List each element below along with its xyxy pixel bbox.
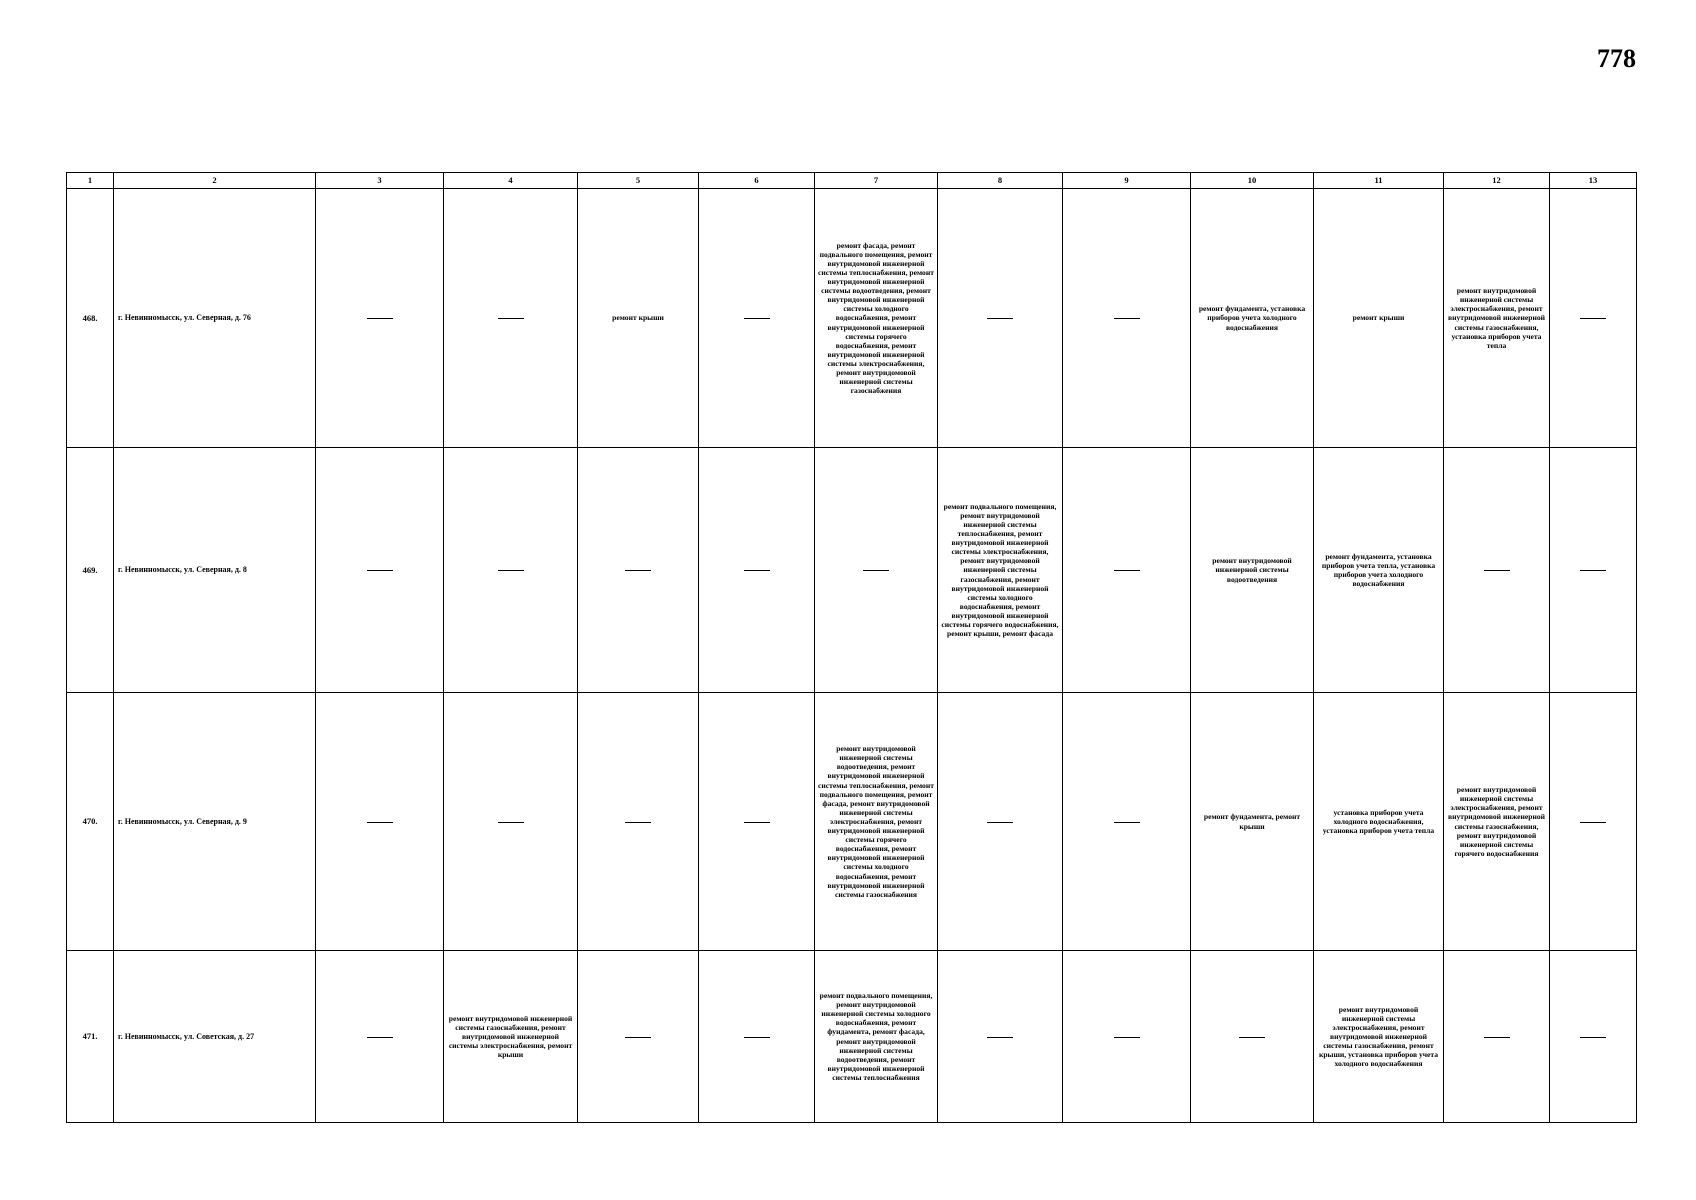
address-cell: г. Невинномысск, ул. Северная, д. 9 [114, 693, 316, 951]
work-cell [444, 448, 578, 693]
row-number: 470. [67, 693, 114, 951]
dash-mark [744, 318, 770, 319]
work-cell [699, 448, 815, 693]
work-cell [316, 693, 444, 951]
column-header: 3 [316, 173, 444, 189]
work-cell [578, 448, 699, 693]
work-cell: ремонт внутридомовой инженерной системы электроснабжения, ремонт внутридомовой инженерной системы газоснабжения, ремонт внутридомовой инженерной системы горячего водоснабжения [1444, 693, 1550, 951]
address-cell: г. Невинномысск, ул. Северная, д. 8 [114, 448, 316, 693]
work-cell: ремонт фасада, ремонт подвального помещения, ремонт внутридомовой инженерной системы теплоснабжения, ремонт внутридомовой инженерной системы водоотведения, ремонт внутридомовой инженерной системы холодного водоснабжения, ремонт внутридомовой инженерной системы горячего водоснабжения, ремонт внутридомовой инженерной системы электроснабжения, ремонт внутридомовой инженерной системы газоснабжения [815, 189, 938, 448]
table-row [67, 951, 1637, 1123]
repair-schedule-table [66, 172, 1637, 1123]
dash-mark [863, 570, 889, 571]
dash-mark [987, 318, 1013, 319]
work-cell [1063, 448, 1191, 693]
work-cell [699, 693, 815, 951]
dash-mark [1114, 1037, 1140, 1038]
work-cell [578, 693, 699, 951]
dash-mark [1114, 318, 1140, 319]
column-header: 2 [114, 173, 316, 189]
column-header: 6 [699, 173, 815, 189]
work-cell [1550, 693, 1637, 951]
column-header: 7 [815, 173, 938, 189]
dash-mark [744, 1037, 770, 1038]
work-cell: ремонт крыши [578, 189, 699, 448]
dash-mark [625, 570, 651, 571]
work-cell: ремонт внутридомовой инженерной системы электроснабжения, ремонт внутридомовой инженерной системы газоснабжения, установка приборов учета тепла [1444, 189, 1550, 448]
column-header: 9 [1063, 173, 1191, 189]
work-cell [316, 189, 444, 448]
dash-mark [367, 822, 393, 823]
work-cell: установка приборов учета холодного водоснабжения, установка приборов учета тепла [1314, 693, 1444, 951]
dash-mark [625, 822, 651, 823]
row-number: 471. [67, 951, 114, 1123]
work-cell: ремонт подвального помещения, ремонт внутридомовой инженерной системы холодного водоснабжения, ремонт фундамента, ремонт фасада, ремонт внутридомовой инженерной системы водоотведения, ремонт внутридомовой инженерной системы теплоснабжения [815, 951, 938, 1123]
work-cell [578, 951, 699, 1123]
column-header: 1 [67, 173, 114, 189]
dash-mark [1580, 570, 1606, 571]
dash-mark [498, 318, 524, 319]
work-cell [938, 189, 1063, 448]
dash-mark [498, 570, 524, 571]
work-cell [444, 693, 578, 951]
column-header: 4 [444, 173, 578, 189]
header-row [67, 173, 1637, 189]
work-cell [444, 189, 578, 448]
address-cell: г. Невинномысск, ул. Северная, д. 76 [114, 189, 316, 448]
column-header: 8 [938, 173, 1063, 189]
work-cell [938, 951, 1063, 1123]
work-cell: ремонт фундамента, установка приборов учета холодного водоснабжения [1191, 189, 1314, 448]
work-cell [1444, 448, 1550, 693]
dash-mark [1484, 570, 1510, 571]
column-header: 12 [1444, 173, 1550, 189]
dash-mark [987, 822, 1013, 823]
table-row [67, 448, 1637, 693]
column-header: 11 [1314, 173, 1444, 189]
address-cell: г. Невинномысск, ул. Советская, д. 27 [114, 951, 316, 1123]
table-row [67, 693, 1637, 951]
work-cell: ремонт фундамента, установка приборов учета тепла, установка приборов учета холодного водоснабжения [1314, 448, 1444, 693]
dash-mark [367, 570, 393, 571]
column-header: 5 [578, 173, 699, 189]
work-cell [1063, 951, 1191, 1123]
work-cell [1191, 951, 1314, 1123]
dash-mark [1580, 318, 1606, 319]
work-cell [1063, 189, 1191, 448]
dash-mark [987, 1037, 1013, 1038]
dash-mark [1580, 822, 1606, 823]
dash-mark [744, 822, 770, 823]
table-row [67, 189, 1637, 448]
column-header: 13 [1550, 173, 1637, 189]
work-cell [699, 951, 815, 1123]
work-cell [1444, 951, 1550, 1123]
work-cell [815, 448, 938, 693]
dash-mark [367, 1037, 393, 1038]
work-cell [699, 189, 815, 448]
dash-mark [744, 570, 770, 571]
work-cell [1550, 448, 1637, 693]
dash-mark [498, 822, 524, 823]
dash-mark [367, 318, 393, 319]
column-header: 10 [1191, 173, 1314, 189]
work-cell: ремонт внутридомовой инженерной системы газоснабжения, ремонт внутридомовой инженерной системы электроснабжения, ремонт крыши [444, 951, 578, 1123]
work-cell: ремонт внутридомовой инженерной системы электроснабжения, ремонт внутридомовой инженерной системы газоснабжения, ремонт крыши, установка приборов учета холодного водоснабжения [1314, 951, 1444, 1123]
dash-mark [1239, 1037, 1265, 1038]
dash-mark [1114, 822, 1140, 823]
work-cell [1550, 951, 1637, 1123]
dash-mark [1484, 1037, 1510, 1038]
work-cell: ремонт внутридомовой инженерной системы водоотведения [1191, 448, 1314, 693]
work-cell: ремонт внутридомовой инженерной системы водоотведения, ремонт внутридомовой инженерной системы теплоснабжения, ремонт подвального помещения, ремонт фасада, ремонт внутридомовой инженерной системы электроснабжения, ремонт внутридомовой инженерной системы горячего водоснабжения, ремонт внутридомовой инженерной системы холодного водоснабжения, ремонт внутридомовой инженерной системы газоснабжения [815, 693, 938, 951]
row-number: 468. [67, 189, 114, 448]
dash-mark [1114, 570, 1140, 571]
work-cell: ремонт подвального помещения, ремонт внутридомовой инженерной системы теплоснабжения, ремонт внутридомовой инженерной системы электроснабжения, ремонт внутридомовой инженерной системы газоснабжения, ремонт внутридомовой инженерной системы холодного водоснабжения, ремонт внутридомовой инженерной системы горячего водоснабжения, ремонт крыши, ремонт фасада [938, 448, 1063, 693]
work-cell [1550, 189, 1637, 448]
work-cell [1063, 693, 1191, 951]
row-number: 469. [67, 448, 114, 693]
page-number: 778 [1597, 44, 1636, 73]
work-cell [316, 951, 444, 1123]
dash-mark [1580, 1037, 1606, 1038]
work-cell: ремонт крыши [1314, 189, 1444, 448]
dash-mark [625, 1037, 651, 1038]
work-cell: ремонт фундамента, ремонт крыши [1191, 693, 1314, 951]
work-cell [316, 448, 444, 693]
work-cell [938, 693, 1063, 951]
